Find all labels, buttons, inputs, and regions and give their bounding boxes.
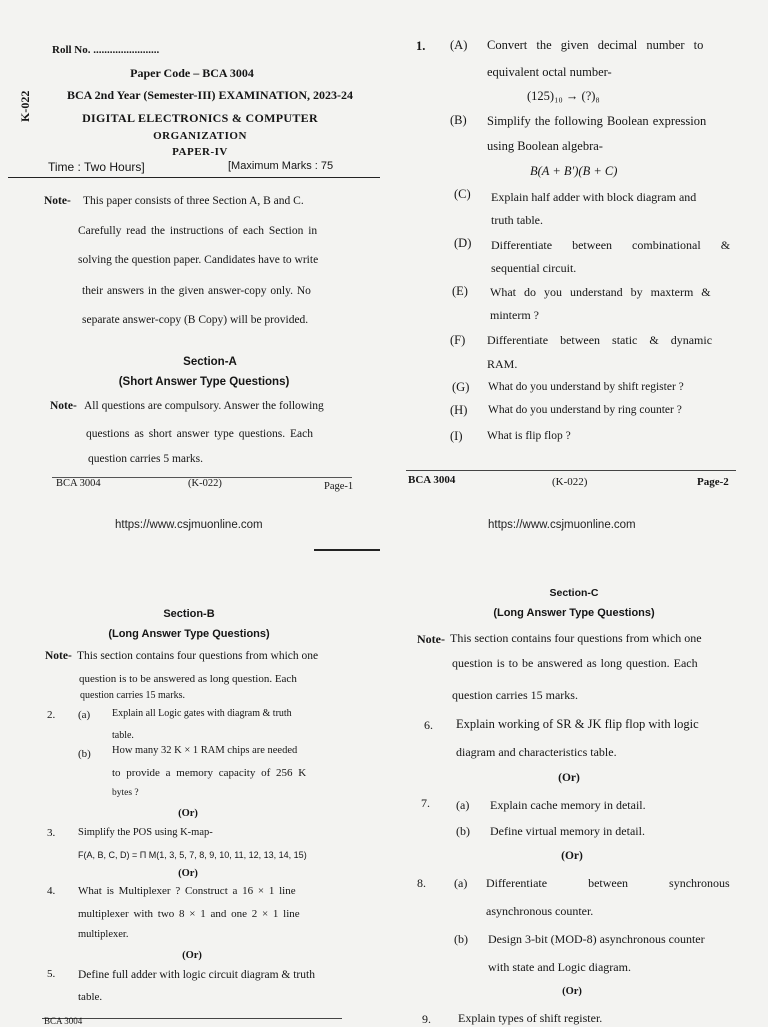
q6-text: diagram and characteristics table. <box>456 745 617 759</box>
section-c-note-line: question is to be answered as long question. Each <box>452 656 698 670</box>
section-a-title: Section-A <box>183 356 237 368</box>
or-separator: (Or) <box>558 772 580 784</box>
section-b-note-line: question is to be answered as long question. Each <box>79 673 297 685</box>
side-code: K-022 <box>18 90 32 122</box>
section-b-note-label: Note- <box>45 650 72 662</box>
section-c-title: Section-C <box>549 587 599 599</box>
note-label: Note- <box>44 195 71 207</box>
or-separator: (Or) <box>178 868 198 879</box>
q3-expression: F(A, B, C, D) = Π M(1, 3, 5, 7, 8, 9, 10, 11, 12, 13, 14, 15) <box>78 850 307 860</box>
q2-b-label: (b) <box>78 748 91 760</box>
q1-g-text: What do you understand by shift register ? <box>488 381 684 393</box>
q1-i-text: What is flip flop ? <box>487 430 571 442</box>
roll-no: Roll No. ........................ <box>52 44 160 56</box>
website-link[interactable]: https://www.csjmuonline.com <box>488 519 636 531</box>
q1-d-text: Differentiate between combinational & <box>491 238 731 252</box>
question-6-number: 6. <box>424 718 433 732</box>
section-b-note-line: question carries 15 marks. <box>80 690 185 701</box>
q7-a-text: Explain cache memory in detail. <box>490 798 646 812</box>
q1-e-text: What do you understand by maxterm & <box>490 285 711 299</box>
subject-line-1: DIGITAL ELECTRONICS & COMPUTER <box>82 111 318 125</box>
q1-g-label: (G) <box>452 380 470 394</box>
section-c-note-label: Note- <box>417 632 445 646</box>
q1-b-text: using Boolean algebra- <box>487 139 603 153</box>
q8-a-text: Differentiate between synchronous <box>486 876 730 890</box>
note-line: separate answer-copy (B Copy) will be provided. <box>82 314 309 326</box>
q1-i-label: (I) <box>450 429 463 443</box>
paper-number: PAPER-IV <box>172 146 228 158</box>
footer-paper-code: BCA 3004 <box>56 478 101 489</box>
section-a-note-label: Note- <box>50 400 77 412</box>
footer-page-number: Page-1 <box>324 481 354 492</box>
q2-a-text: table. <box>112 730 134 741</box>
exam-line: BCA 2nd Year (Semester-III) EXAMINATION, 2023-24 <box>67 88 353 102</box>
q8-b-text: with state and Logic diagram. <box>488 960 631 974</box>
q8-a-label: (a) <box>454 876 468 890</box>
q1-a-text: Convert the given decimal number to <box>487 38 704 52</box>
q1-e-text: minterm ? <box>490 308 539 322</box>
website-link[interactable]: https://www.csjmuonline.com <box>115 519 263 531</box>
question-7-number: 7. <box>421 796 430 810</box>
page-2 <box>384 0 768 540</box>
question-9-number: 9. <box>422 1012 431 1026</box>
q1-b-text: Simplify the following Boolean expression <box>487 114 707 128</box>
section-a-note-line: All questions are compulsory. Answer the following <box>84 400 324 412</box>
q1-c-text: truth table. <box>491 213 543 227</box>
q9-text: Explain types of shift register. <box>458 1011 603 1025</box>
section-b-note-line: This section contains four questions from which one <box>77 650 319 662</box>
q4-text: What is Multiplexer ? Construct a 16 × 1 line <box>78 885 296 897</box>
footer-page-number: Page-2 <box>697 476 729 488</box>
q1-h-text: What do you understand by ring counter ? <box>488 404 682 416</box>
q8-a-text: asynchronous counter. <box>486 904 594 918</box>
section-b-title: Section-B <box>163 608 215 620</box>
q1-f-label: (F) <box>450 333 466 347</box>
q1-a-label: (A) <box>450 38 468 52</box>
page-3 <box>0 540 384 1024</box>
q1-d-label: (D) <box>454 236 472 250</box>
section-c-subtitle: (Long Answer Type Questions) <box>493 607 655 619</box>
q7-b-text: Define virtual memory in detail. <box>490 824 645 838</box>
q1-d-text: sequential circuit. <box>491 261 577 275</box>
section-c-note-line: This section contains four questions from which one <box>450 631 702 645</box>
subject-line-2: ORGANIZATION <box>153 130 247 142</box>
q2-b-text: to provide a memory capacity of 256 K <box>112 767 307 779</box>
q7-b-label: (b) <box>456 824 470 838</box>
section-a-note-line: question carries 5 marks. <box>88 453 203 465</box>
section-a-subtitle: (Short Answer Type Questions) <box>118 376 290 388</box>
q1-f-text: RAM. <box>487 357 518 371</box>
note-line: their answers in the given answer-copy only. No <box>82 285 311 297</box>
q1-a-text: equivalent octal number- <box>487 65 612 79</box>
header-divider <box>8 177 380 178</box>
footer-paper-code: BCA 3004 <box>44 1016 83 1026</box>
q4-text: multiplexer. <box>78 929 129 940</box>
q1-c-text: Explain half adder with block diagram and <box>491 190 697 204</box>
or-separator: (Or) <box>182 950 202 961</box>
q3-text: Simplify the POS using K-map- <box>78 827 213 838</box>
q6-text: Explain working of SR & JK flip flop with logic <box>456 717 699 731</box>
time-allowed: Time : Two Hours] <box>48 160 145 174</box>
page-1 <box>0 0 384 540</box>
maximum-marks: [Maximum Marks : 75 <box>228 160 334 172</box>
q1-f-text: Differentiate between static & dynamic <box>487 333 713 347</box>
section-a-note-line: questions as short answer type questions. Each <box>86 428 313 440</box>
question-5-number: 5. <box>47 968 56 980</box>
or-separator: (Or) <box>178 808 198 819</box>
q1-c-label: (C) <box>454 187 471 201</box>
footer-divider <box>52 477 352 478</box>
section-b-subtitle: (Long Answer Type Questions) <box>108 628 270 640</box>
note-line: Carefully read the instructions of each Section in <box>78 225 318 237</box>
q4-text: multiplexer with two 8 × 1 and one 2 × 1 line <box>78 908 300 920</box>
note-line: This paper consists of three Section A, B and C. <box>83 195 304 207</box>
footer-divider <box>406 470 736 471</box>
question-4-number: 4. <box>47 885 56 897</box>
q5-text: Define full adder with logic circuit diagram & truth <box>78 969 315 981</box>
note-line: solving the question paper. Candidates have to write <box>78 254 319 266</box>
section-c-note-line: question carries 15 marks. <box>452 688 578 702</box>
footer-divider <box>42 1018 342 1019</box>
q1-a-expression: (125)₁₀ → (?)₈ <box>527 89 600 103</box>
q1-b-expression: B(A + B′)(B + C) <box>530 164 618 178</box>
or-separator: (Or) <box>561 850 583 862</box>
q1-e-label: (E) <box>452 284 468 298</box>
question-8-number: 8. <box>417 876 426 890</box>
q8-b-text: Design 3-bit (MOD-8) asynchronous counter <box>488 932 705 946</box>
question-1-number: 1. <box>416 39 426 53</box>
q7-a-label: (a) <box>456 798 470 812</box>
q2-a-text: Explain all Logic gates with diagram & truth <box>112 708 292 719</box>
q1-h-label: (H) <box>450 403 468 417</box>
q8-b-label: (b) <box>454 932 468 946</box>
footer-paper-code: BCA 3004 <box>408 474 456 486</box>
q2-a-label: (a) <box>78 709 91 721</box>
question-3-number: 3. <box>47 827 56 839</box>
paper-code: Paper Code – BCA 3004 <box>130 66 254 80</box>
footer-code: (K-022) <box>552 476 588 488</box>
q2-b-text: bytes ? <box>112 788 139 798</box>
q2-b-text: How many 32 K × 1 RAM chips are needed <box>112 745 298 756</box>
page-4 <box>384 540 768 1024</box>
q1-b-label: (B) <box>450 113 467 127</box>
question-2-number: 2. <box>47 709 56 721</box>
q5-text: table. <box>78 991 103 1003</box>
or-separator: (Or) <box>562 986 582 997</box>
footer-code: (K-022) <box>188 478 222 489</box>
page-edge-line <box>314 549 380 551</box>
